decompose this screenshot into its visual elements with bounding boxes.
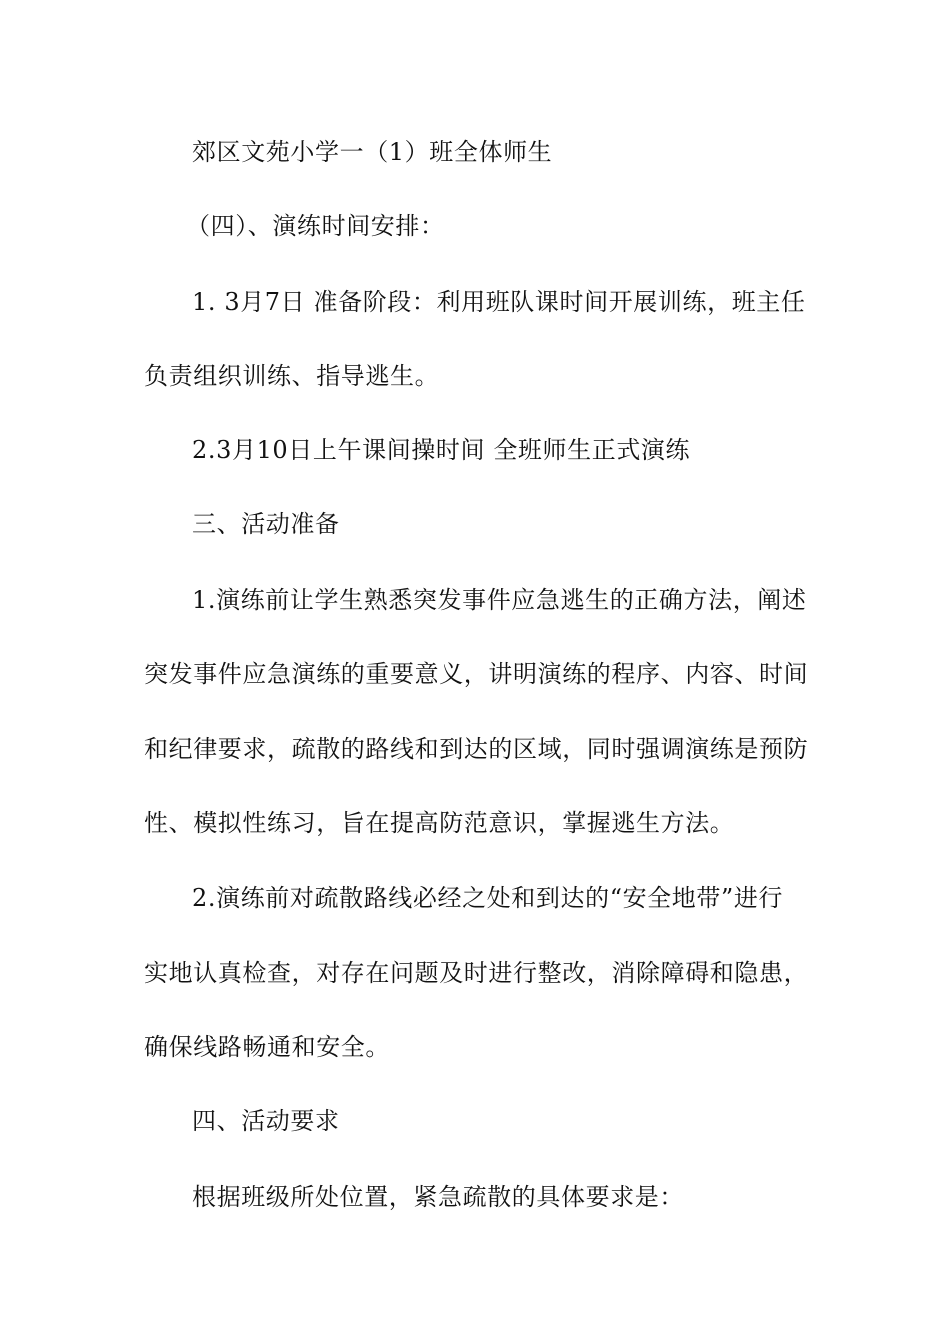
preparation-item-1-cont-1: 突发事件应急演练的重要意义，讲明演练的程序、内容、时间 bbox=[144, 660, 809, 688]
preparation-item-1: 1.演练前让学生熟悉突发事件应急逃生的正确方法，阐述 bbox=[192, 586, 807, 614]
schedule-item-1-cont: 负责组织训练、指导逃生。 bbox=[144, 362, 440, 390]
schedule-item-1: 1. 3月7日 准备阶段：利用班队课时间开展训练，班主任 bbox=[192, 288, 806, 316]
section-heading-requirements: 四、活动要求 bbox=[192, 1107, 340, 1135]
requirements-intro: 根据班级所处位置，紧急疏散的具体要求是： bbox=[192, 1183, 684, 1211]
schedule-item-2: 2.3月10日上午课间操时间 全班师生正式演练 bbox=[192, 436, 691, 464]
section-heading-preparation: 三、活动准备 bbox=[192, 510, 340, 538]
participants-line: 郊区文苑小学一（1）班全体师生 bbox=[192, 138, 553, 166]
preparation-item-2-cont-1: 实地认真检查，对存在问题及时进行整改，消除障碍和隐患， bbox=[144, 959, 809, 987]
preparation-item-1-cont-3: 性、模拟性练习，旨在提高防范意识，掌握逃生方法。 bbox=[144, 809, 735, 837]
preparation-item-1-cont-2: 和纪律要求，疏散的路线和到达的区域，同时强调演练是预防 bbox=[144, 735, 809, 763]
preparation-item-2-cont-2: 确保线路畅通和安全。 bbox=[144, 1033, 390, 1061]
section-heading-schedule: （四）、演练时间安排： bbox=[186, 212, 445, 240]
preparation-item-2: 2.演练前对疏散路线必经之处和到达的“安全地带”进行 bbox=[192, 884, 784, 912]
